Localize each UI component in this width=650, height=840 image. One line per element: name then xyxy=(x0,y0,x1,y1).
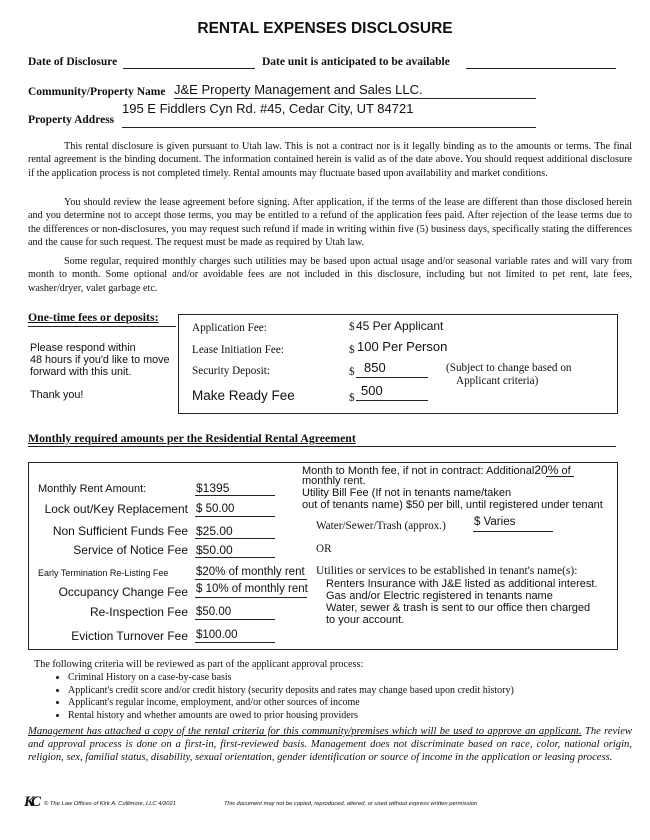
lockout-label: Lock out/Key Replacement xyxy=(44,502,188,516)
lease-initiation-value: 100 Per Person xyxy=(357,339,448,354)
water-sewer-trash-label: Water/Sewer/Trash (approx.) xyxy=(316,520,446,532)
utilities-line-1: Renters Insurance with J&E listed as additional interest. xyxy=(326,578,598,590)
monthly-rent-label: Monthly Rent Amount: xyxy=(38,483,147,495)
date-available-label: Date unit is anticipated to be available xyxy=(262,56,450,68)
security-deposit-dollar: $ xyxy=(349,366,355,378)
month-to-month-line-2: monthly rent. xyxy=(302,475,366,487)
address-value: 195 E Fiddlers Cyn Rd. #45, Cedar City, UT 84721 xyxy=(122,101,414,116)
make-ready-value: 500 xyxy=(361,383,383,398)
early-termination-label: Early Termination Re-Listing Fee xyxy=(38,568,169,578)
disclosure-paragraph-1: This rental disclosure is given pursuant to Utah law. This is not a contract nor is it legally binding as to the amounts or terms. The final rental agreement is the binding document. The information contained herein is valid as of the date above. You should request additional disclosure if the application process is not completed timely. Rental amounts may fluctuate based upon availability and market conditions. xyxy=(28,141,632,179)
law-office-logo: KC xyxy=(24,794,39,810)
application-fee-dollar: $ xyxy=(349,321,355,333)
lease-initiation-label: Lease Initiation Fee: xyxy=(192,344,284,356)
service-notice-value: $50.00 xyxy=(196,543,233,557)
monthly-rent-value: $1395 xyxy=(196,481,230,495)
community-label: Community/Property Name xyxy=(28,86,166,98)
footer-notice: This document may not be copied, reproduced, altered, or used without express written permission xyxy=(224,801,478,807)
security-deposit-value: 850 xyxy=(364,360,386,375)
occupancy-change-field[interactable] xyxy=(195,597,307,598)
security-deposit-field[interactable] xyxy=(356,377,428,378)
criteria-item: • Applicant's credit score and/or credit history (security deposits and rates may change based upon credit history) xyxy=(68,685,514,698)
lease-initiation-dollar: $ xyxy=(349,344,355,356)
month-to-month-percent: 20% xyxy=(534,463,559,477)
criteria-item: • Rental history and whether amounts are owed to prior housing providers xyxy=(68,710,514,723)
occupancy-change-value: $ 10% of monthly rent xyxy=(196,583,308,595)
eviction-turnover-value: $100.00 xyxy=(196,629,238,641)
security-note-line-1: (Subject to change based on xyxy=(446,362,572,374)
management-note-underlined: Management has attached a copy of the rental criteria for this community/premises which will be used to approve an applicant. xyxy=(28,726,582,737)
one-time-heading: One-time fees or deposits: xyxy=(28,310,159,324)
nsf-label: Non Sufficient Funds Fee xyxy=(52,524,188,538)
utilities-line-4: to your account. xyxy=(326,614,405,626)
utilities-in-tenant-name-label: Utilities or services to be established in tenant's name(s): xyxy=(316,565,578,577)
utilities-line-2: Gas and/or Electric registered in tenants name xyxy=(326,590,553,602)
utility-fee-line-2: out of tenants name) $50 per bill, until registered under tenant xyxy=(302,499,603,511)
month-to-month-of: of xyxy=(561,465,571,477)
respond-note-line-2: 48 hours if you'd like to move xyxy=(30,354,170,366)
respond-note-line-1: Please respond within xyxy=(30,342,136,354)
lockout-value: $ 50.00 xyxy=(196,503,235,515)
lockout-field[interactable] xyxy=(195,516,275,517)
security-note-line-2: Applicant criteria) xyxy=(456,375,539,387)
monthly-heading: Monthly required amounts per the Residential Rental Agreement xyxy=(28,431,356,445)
reinspection-label: Re-Inspection Fee xyxy=(89,605,188,619)
utilities-line-3: Water, sewer & trash is sent to our office then charged xyxy=(326,602,591,614)
date-of-disclosure-label: Date of Disclosure xyxy=(28,56,118,68)
disclosure-paragraph-2: You should review the lease agreement before signing. After application, if the terms of the lease are different than those disclosed herein and you determine not to accept those terms, you may be entitled to a refund of the application fees paid. After rejection of the lease terms due to the differences or non-disclosures, you may request such refund if made in writing within five (5) business days, specifically stating the differences and the cause for such request. The request must be made as required by Utah law. xyxy=(28,197,632,249)
date-of-disclosure-field[interactable] xyxy=(123,68,255,69)
occupancy-change-label: Occupancy Change Fee xyxy=(58,585,188,599)
eviction-turnover-field[interactable] xyxy=(195,642,275,643)
criteria-list xyxy=(40,672,514,722)
disclosure-paragraph-3: Some regular, required monthly charges such utilities may be based upon actual usage and/or seasonal variable rates and will vary from month to month. Some optional and/or avoidable fees are not included in this disclosure, including but not limited to pet rent, late fees, washer/dryer, valet garbage etc. xyxy=(28,256,632,294)
criteria-item: • Criminal History on a case-by-case basis xyxy=(68,672,514,685)
application-fee-value: 45 Per Applicant xyxy=(356,319,444,333)
address-field[interactable] xyxy=(122,127,536,128)
management-note-rest: The review and approval process is done on a first-in, first-reviewed basis. Management does not discriminate based on race, color, national origin, religion, sex, familial status, disability, sexual orientation, gender identification or source of income in the application or leasing process. xyxy=(28,726,632,764)
service-notice-field[interactable] xyxy=(195,557,275,558)
eviction-turnover-label: Eviction Turnover Fee xyxy=(71,629,188,643)
monthly-rent-field[interactable] xyxy=(195,495,275,496)
utility-fee-line-1: Utility Bill Fee (If not in tenants name/taken xyxy=(302,487,512,499)
make-ready-dollar: $ xyxy=(349,392,355,404)
reinspection-field[interactable] xyxy=(195,619,275,620)
month-to-month-field[interactable] xyxy=(546,476,574,477)
nsf-field[interactable] xyxy=(195,538,275,539)
reinspection-value: $50.00 xyxy=(196,606,232,618)
month-to-month-text: Month to Month fee, if not in contract: Additional xyxy=(302,465,535,477)
criteria-intro: The following criteria will be reviewed as part of the applicant approval process: xyxy=(34,659,364,670)
address-label: Property Address xyxy=(28,114,115,126)
respond-note-line-3: forward with this unit. xyxy=(30,366,132,378)
page-title: RENTAL EXPENSES DISCLOSURE xyxy=(197,20,453,37)
early-termination-value: $20% of monthly rent xyxy=(196,566,305,578)
monthly-heading-rule xyxy=(28,446,616,447)
make-ready-field[interactable] xyxy=(356,400,428,401)
service-notice-label: Service of Notice Fee xyxy=(73,543,188,557)
water-sewer-trash-field[interactable] xyxy=(473,531,553,532)
application-fee-label: Application Fee: xyxy=(192,322,267,334)
thank-you-note: Thank you! xyxy=(30,389,84,401)
management-note xyxy=(28,725,632,765)
community-value: J&E Property Management and Sales LLC. xyxy=(174,82,423,97)
nsf-value: $25.00 xyxy=(196,524,233,538)
early-termination-field[interactable] xyxy=(195,579,307,580)
water-sewer-trash-value: $ Varies xyxy=(474,516,516,528)
or-label: OR xyxy=(316,543,332,555)
security-deposit-label: Security Deposit: xyxy=(192,365,270,377)
criteria-item: • Applicant's regular income, employment, and/or other sources of income xyxy=(68,697,514,710)
footer-credit: © The Law Offices of Kirk A. Cullimore, LLC 4/2021 xyxy=(44,801,176,807)
date-available-field[interactable] xyxy=(466,68,616,69)
community-field[interactable] xyxy=(174,98,536,99)
one-time-heading-rule xyxy=(28,326,176,327)
make-ready-label: Make Ready Fee xyxy=(192,388,295,403)
